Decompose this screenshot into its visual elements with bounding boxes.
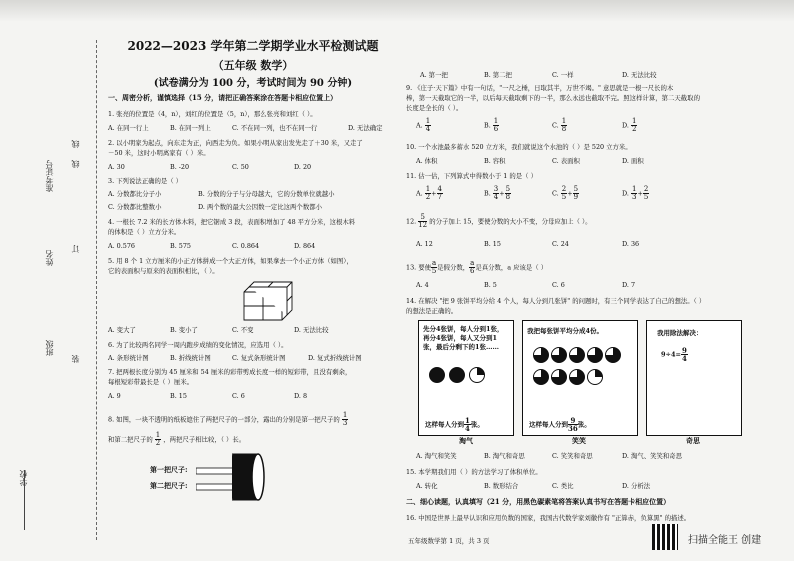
q9-opt-d[interactable]: D. $\frac{1}{2}$: [622, 117, 637, 133]
q5-opt-b[interactable]: B. 变小了: [170, 326, 198, 334]
q13: 13. 要使 $\frac{a}{5}$ 是假分数， $\frac{a}{6}$ 是真分数，a 应该是（ ）: [406, 259, 548, 275]
q8-line1: [108, 412, 348, 427]
panel-taoqi: [418, 320, 514, 436]
q9-line3: 长度是全长的（ ）。: [406, 104, 463, 112]
pie-full-icon: [449, 367, 465, 383]
q8-text-3: ，两把尺子相比较，（ ）长。: [163, 435, 246, 444]
panel1-result: 这样每人分到 $\frac{1}{4}$ 张。: [425, 416, 484, 433]
pie-quarters-icon: [605, 347, 621, 363]
pie-quarter-icon: [587, 369, 603, 385]
panel3-text: 我用除法解决：: [657, 329, 703, 337]
q7-opt-b[interactable]: B. 15: [170, 392, 187, 400]
q12-opt-b[interactable]: B. 15: [484, 240, 501, 248]
q8-text-2: 和第二把尺子的: [108, 435, 153, 444]
name-xiaoxiao: 笑笑: [572, 436, 586, 445]
name-taoqi: 淘气: [459, 436, 473, 445]
q9-line2: 棒，第一天截取它的一半，以后每天截取剩下的一半，那么永远也截取不完。照这样计算，第二天截取的: [406, 94, 700, 102]
q9-line1: 9. 《庄子·天下篇》中有一句话，"一尺之棰，日取其半，万世不竭。" 意思就是一根一尺长的木: [406, 84, 674, 92]
q1-opt-d[interactable]: D. 无法确定: [348, 124, 383, 132]
q11-opt-d[interactable]: D. $\frac{1}{3}$ + $\frac{2}{5}$: [622, 185, 649, 201]
q4-line1: 4. 一根长 7.2 米的长方体木料，把它锯成 3 段，表面积增加了 48 平方分米，这根木料: [108, 218, 356, 226]
panel1-text: 先分4张饼，每人分到1张，再分4张饼，每人又分到1张，最后分剩下的1张……: [423, 325, 504, 351]
q14-opt-c[interactable]: C. 笑笑和奇思: [552, 452, 593, 460]
q8-opt-c[interactable]: C. 一样: [552, 71, 574, 79]
q3-opt-a[interactable]: A. 分数都比分子小: [108, 190, 162, 198]
panel2-result: 这样每人分到 $\frac{9}{36}$ 张。: [529, 416, 591, 433]
q8-opt-a[interactable]: A. 第一把: [420, 71, 448, 79]
q2-opt-d[interactable]: D. 20: [294, 163, 312, 171]
qr-code-icon: [652, 524, 678, 550]
q10-opt-b[interactable]: B. 容积: [484, 157, 506, 165]
q9-opt-a[interactable]: A. $\frac{1}{4}$: [416, 117, 431, 133]
q9-opt-b[interactable]: B. $\frac{1}{6}$: [484, 117, 499, 133]
exam-note: (试卷满分为 100 分，考试时间为 90 分钟): [153, 78, 353, 89]
pie-quarters-icon: [551, 369, 567, 385]
q1-opt-c[interactable]: C. 不在同一列，也不在同一行: [232, 124, 318, 132]
q1-opt-b[interactable]: B. 在同一列上: [170, 124, 211, 132]
q8-opt-b[interactable]: B. 第二把: [484, 71, 512, 79]
q13-opt-c[interactable]: C. 6: [552, 281, 565, 289]
q11-opt-c[interactable]: C. $\frac{2}{5}$ + $\frac{5}{9}$: [552, 185, 579, 201]
q9-opt-c[interactable]: C. $\frac{1}{8}$: [552, 117, 567, 133]
q7-line2: 每根短彩带最长是（ ）厘米。: [108, 378, 194, 386]
q14-opt-d[interactable]: D. 淘气、笑笑和奇思: [622, 452, 683, 460]
q14-line1: 14. 在解决 "把 9 张饼平均分给 4 个人，每人分到几张饼" 的问题时，有三个同学表达了自己的想法。（ ）: [406, 297, 706, 305]
q7-line1: 7. 把两根长度分别为 45 厘米和 54 厘米的彩带剪成长度一样的短彩带，且没有剩余，: [108, 368, 352, 376]
q12-opt-a[interactable]: A. 12: [416, 240, 433, 248]
pie-quarters-icon: [569, 369, 585, 385]
pie-quarters-icon: [533, 347, 549, 363]
q15-opt-a[interactable]: A. 转化: [416, 482, 438, 490]
q15-opt-d[interactable]: D. 分析法: [622, 482, 651, 490]
name-qisi: 奇思: [686, 436, 700, 445]
q14-line2: 的想法是正确的。: [406, 307, 458, 315]
pie-full-icon: [429, 367, 445, 383]
label-id: 准考证号: [45, 160, 54, 192]
q4-opt-a[interactable]: A. 0.576: [108, 242, 135, 250]
cube-figure: [242, 278, 294, 322]
q11: 11. 估一估，下列算式中得数小于 1 的是（ ）: [406, 172, 537, 180]
panel-xiaoxiao: [522, 320, 638, 436]
q8-fraction-1: $\frac{1}{3}$: [342, 411, 348, 427]
q5-opt-d[interactable]: D. 无法比较: [294, 326, 329, 334]
q15-opt-c[interactable]: C. 类比: [552, 482, 574, 490]
mark-line: 线: [71, 140, 80, 148]
q16: 16. 中国是世界上最早认识和应用负数的国家，我国古代数学家刘徽作有 "正算赤，负算黑" 的描述。: [406, 514, 691, 522]
q3-opt-b[interactable]: B. 分数的分子与分母越大，它的分数单位就越小: [198, 190, 335, 198]
q6-opt-b[interactable]: B. 折线统计图: [170, 354, 211, 362]
q15: 15. 本学期我们用（ ）的方法学习了体积单位。: [406, 468, 542, 476]
cut-line: [96, 40, 97, 540]
rulers-figure: [196, 452, 292, 502]
page-footer: 五年级数学第 1 页，共 3 页: [408, 537, 490, 545]
ruler2-label: 第二把尺子:: [150, 481, 188, 490]
q5-line1: 5. 用 8 个 1 立方厘米的小正方体拼成一个大正方体，如果拿去一个小正方体（如图），: [108, 257, 353, 265]
section1-heading: 一、周密分析，谨慎选择（15 分，请把正确答案涂在答题卡相应位置上）: [108, 93, 338, 102]
q7-opt-c[interactable]: C. 6: [232, 392, 245, 400]
q6-opt-d[interactable]: D. 复式折线统计图: [308, 354, 362, 362]
q6: 6. 为了比较两名同学一周内跑步成绩的变化情况，应选用（ ）。: [108, 341, 288, 349]
mark-order: 订: [71, 245, 80, 253]
q15-opt-b[interactable]: B. 数形结合: [484, 482, 519, 490]
exam-title: 2022—2023 学年第二学期学业水平检测试题: [127, 39, 379, 53]
q13-opt-b[interactable]: B. 5: [484, 281, 497, 289]
scanner-watermark: 扫描全能王 创建: [688, 535, 762, 546]
label-class: 班级: [45, 340, 54, 356]
q12: 12. $\frac{5}{12}$ 的分子加上 15，要使分数的大小不变，分母应加上（ ）。: [406, 213, 592, 229]
mark-line-2: 线: [71, 160, 80, 168]
q5-opt-c[interactable]: C. 不变: [232, 326, 254, 334]
q12-opt-d[interactable]: D. 36: [622, 240, 640, 248]
q5-line2: 它的表面积与原来的表面积相比，（ ）。: [108, 267, 219, 275]
q7-opt-a[interactable]: A. 9: [108, 392, 121, 400]
q10-opt-c[interactable]: C. 表面积: [552, 157, 580, 165]
q3-opt-c[interactable]: C. 分数都比整数小: [108, 203, 162, 211]
panel2-text: 我把每张饼平均分成4份。: [527, 327, 604, 335]
exam-grade: （五年级 数学）: [212, 59, 294, 72]
pie-quarters-icon: [569, 347, 585, 363]
q8-line2: [108, 432, 245, 447]
q13-opt-d[interactable]: D. 7: [622, 281, 636, 289]
q10-opt-a[interactable]: A. 体积: [416, 157, 438, 165]
pie-quarter-icon: [469, 367, 485, 383]
q4-opt-d[interactable]: D. 864: [294, 242, 316, 250]
mark-bind: 装: [71, 355, 80, 363]
q14-opt-a[interactable]: A. 淘气和笑笑: [416, 452, 457, 460]
q2-opt-a[interactable]: A. 30: [108, 163, 125, 171]
q2-line2: －50 米，这时小明离家有（ ）米。: [108, 149, 210, 157]
q3-opt-d[interactable]: D. 两个数的最大公因数一定比这两个数都小: [198, 203, 322, 211]
pie-quarters-icon: [533, 369, 549, 385]
label-school: 学校: [19, 470, 28, 486]
q14-opt-b[interactable]: B. 淘气和奇思: [484, 452, 525, 460]
q3: 3. 下列说法正确的是（ ）: [108, 177, 183, 185]
binding-margin: [0, 0, 100, 561]
pie-quarters-icon: [551, 347, 567, 363]
q2-opt-b[interactable]: B. -20: [170, 163, 190, 171]
section2-heading: 二、细心读题，认真填写（21 分，用黑色碳素笔将答案认真书写在答题卡相应位置）: [406, 497, 671, 506]
q11-opt-a[interactable]: A. $\frac{1}{2}$ + $\frac{4}{7}$: [416, 185, 442, 201]
panel3-eq: 9÷4= $\frac{9}{4}$: [661, 346, 687, 363]
q8-opt-d[interactable]: D. 无法比较: [622, 71, 657, 79]
scan-shadow: [0, 0, 794, 22]
ruler1-label: 第一把尺子:: [150, 465, 188, 474]
q4-opt-c[interactable]: C. 0.864: [232, 242, 260, 250]
q1: 1. 张亮的位置是（4，n），刘红的位置是（5，n），那么张亮和刘红（ ）。: [108, 110, 317, 118]
q8-text: 8. 如图，一块不透明的纸板遮住了两把尺子的一部分，露出的分别是第一把尺子的: [108, 415, 340, 424]
q8-fraction-2: $\frac{1}{2}$: [155, 431, 161, 447]
q10: 10. 一个水池最多蓄水 520 立方米，我们就说这个水池的（ ）是 520 立方米。: [406, 143, 632, 151]
q10-opt-d[interactable]: D. 面积: [622, 157, 644, 165]
label-name: 姓名: [45, 250, 54, 266]
q7-opt-d[interactable]: D. 8: [294, 392, 308, 400]
q1-opt-a[interactable]: A. 在同一行上: [108, 124, 149, 132]
q6-opt-c[interactable]: C. 复式条形统计图: [232, 354, 286, 362]
q11-opt-b[interactable]: B. $\frac{3}{4}$ + $\frac{5}{8}$: [484, 185, 511, 201]
q4-line2: 的体积是（ ）立方分米。: [108, 228, 181, 236]
pie-quarters-icon: [587, 347, 603, 363]
q5-opt-a[interactable]: A. 变大了: [108, 326, 136, 334]
q2-opt-c[interactable]: C. 50: [232, 163, 249, 171]
q6-opt-a[interactable]: A. 条形统计图: [108, 354, 149, 362]
q2-line1: 2. 以小明家为起点，向东走为正，向西走为负。如果小明从家出发先走了＋30 米，又走了: [108, 139, 363, 147]
q13-opt-a[interactable]: A. 4: [416, 281, 429, 289]
panel-qisi: [646, 320, 742, 436]
q12-opt-c[interactable]: C. 24: [552, 240, 569, 248]
q4-opt-b[interactable]: B. 575: [170, 242, 191, 250]
